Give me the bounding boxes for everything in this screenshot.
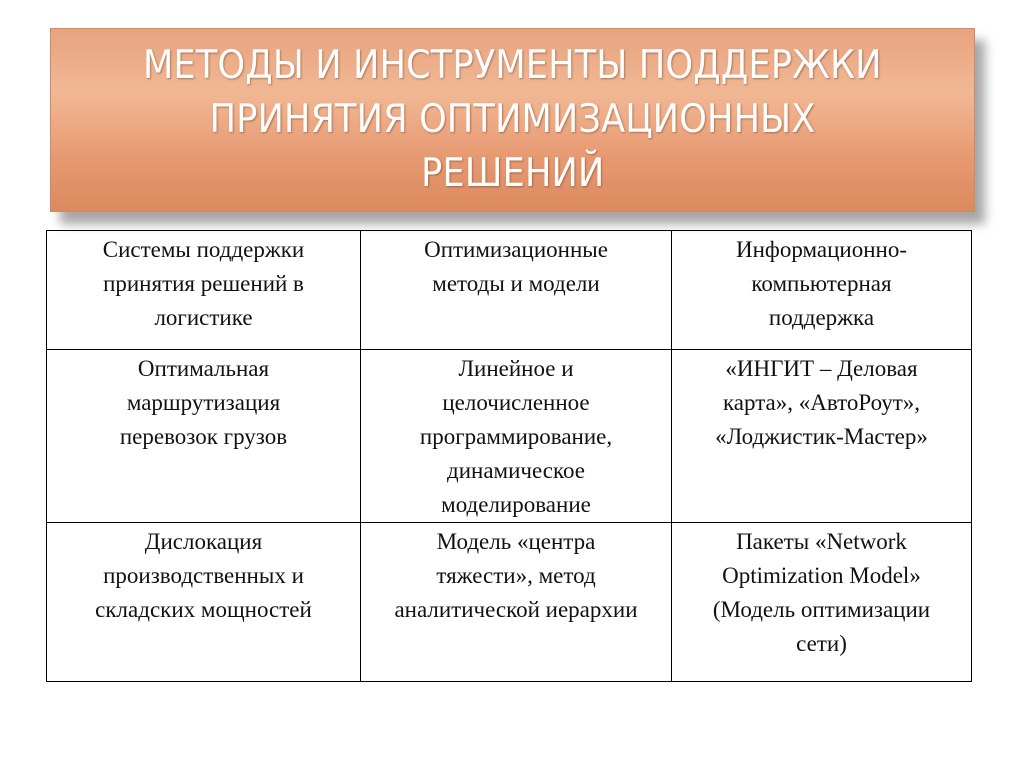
cell-text-line: Модель «центра bbox=[436, 529, 596, 554]
cell-text-line: перевозок грузов bbox=[119, 424, 288, 449]
cell-text-line: (Модель оптимизации bbox=[712, 597, 931, 622]
cell-text-line: «Лоджистик-Мастер» bbox=[715, 424, 928, 449]
cell-text-line: карта», «АвтоРоут», bbox=[722, 390, 921, 415]
cell-text-line: принятия решений в bbox=[103, 271, 304, 296]
table-row bbox=[47, 350, 972, 523]
page-title-line-1: МЕТОДЫ И ИНСТРУМЕНТЫ ПОДДЕРЖКИ bbox=[143, 43, 882, 88]
cell-text-line: сети) bbox=[796, 631, 847, 656]
table-cell bbox=[672, 350, 972, 523]
table-cell bbox=[672, 523, 972, 682]
cell-text-line: компьютерная bbox=[751, 271, 892, 296]
cell-text-line: Линейное и bbox=[458, 356, 574, 381]
page-title-line-3: РЕШЕНИЙ bbox=[420, 151, 605, 196]
cell-text-line: складских мощностей bbox=[95, 597, 312, 622]
title-banner bbox=[50, 28, 975, 212]
cell-text-line: динамическое bbox=[447, 458, 585, 483]
cell-text-line: Пакеты «Network bbox=[736, 529, 907, 554]
methods-table bbox=[46, 230, 972, 682]
table-cell bbox=[361, 350, 672, 523]
cell-text-line: программирование, bbox=[419, 424, 613, 449]
cell-text-line: Оптимизационные bbox=[424, 237, 608, 262]
cell-text-line: маршрутизация bbox=[126, 390, 281, 415]
cell-text-line: логистике bbox=[154, 305, 253, 330]
table-cell bbox=[361, 231, 672, 350]
cell-text-line: Информационно- bbox=[736, 237, 907, 262]
table-cell bbox=[672, 231, 972, 350]
table-cell bbox=[361, 523, 672, 682]
cell-text-line: Дислокация bbox=[144, 529, 263, 554]
cell-text-line: целочисленное bbox=[442, 390, 590, 415]
cell-text-line: «ИНГИТ – Деловая bbox=[725, 356, 918, 381]
cell-text-line: производственных и bbox=[103, 563, 304, 588]
table-cell bbox=[47, 523, 361, 682]
table-row bbox=[47, 231, 972, 350]
table-cell bbox=[47, 231, 361, 350]
table-cell bbox=[47, 350, 361, 523]
cell-text-line: Системы поддержки bbox=[102, 237, 305, 262]
cell-text-line: Оптимальная bbox=[137, 356, 270, 381]
cell-text-line: аналитической иерархии bbox=[394, 597, 638, 622]
cell-text-line: моделирование bbox=[441, 492, 591, 517]
page-title-line-2: ПРИНЯТИЯ ОПТИМИЗАЦИОННЫХ bbox=[209, 97, 816, 142]
cell-text-line: поддержка bbox=[768, 305, 875, 330]
cell-text-line: Optimization Model» bbox=[722, 563, 921, 588]
table-row bbox=[47, 523, 972, 682]
cell-text-line: тяжести», метод bbox=[436, 563, 596, 588]
cell-text-line: методы и модели bbox=[432, 271, 600, 296]
